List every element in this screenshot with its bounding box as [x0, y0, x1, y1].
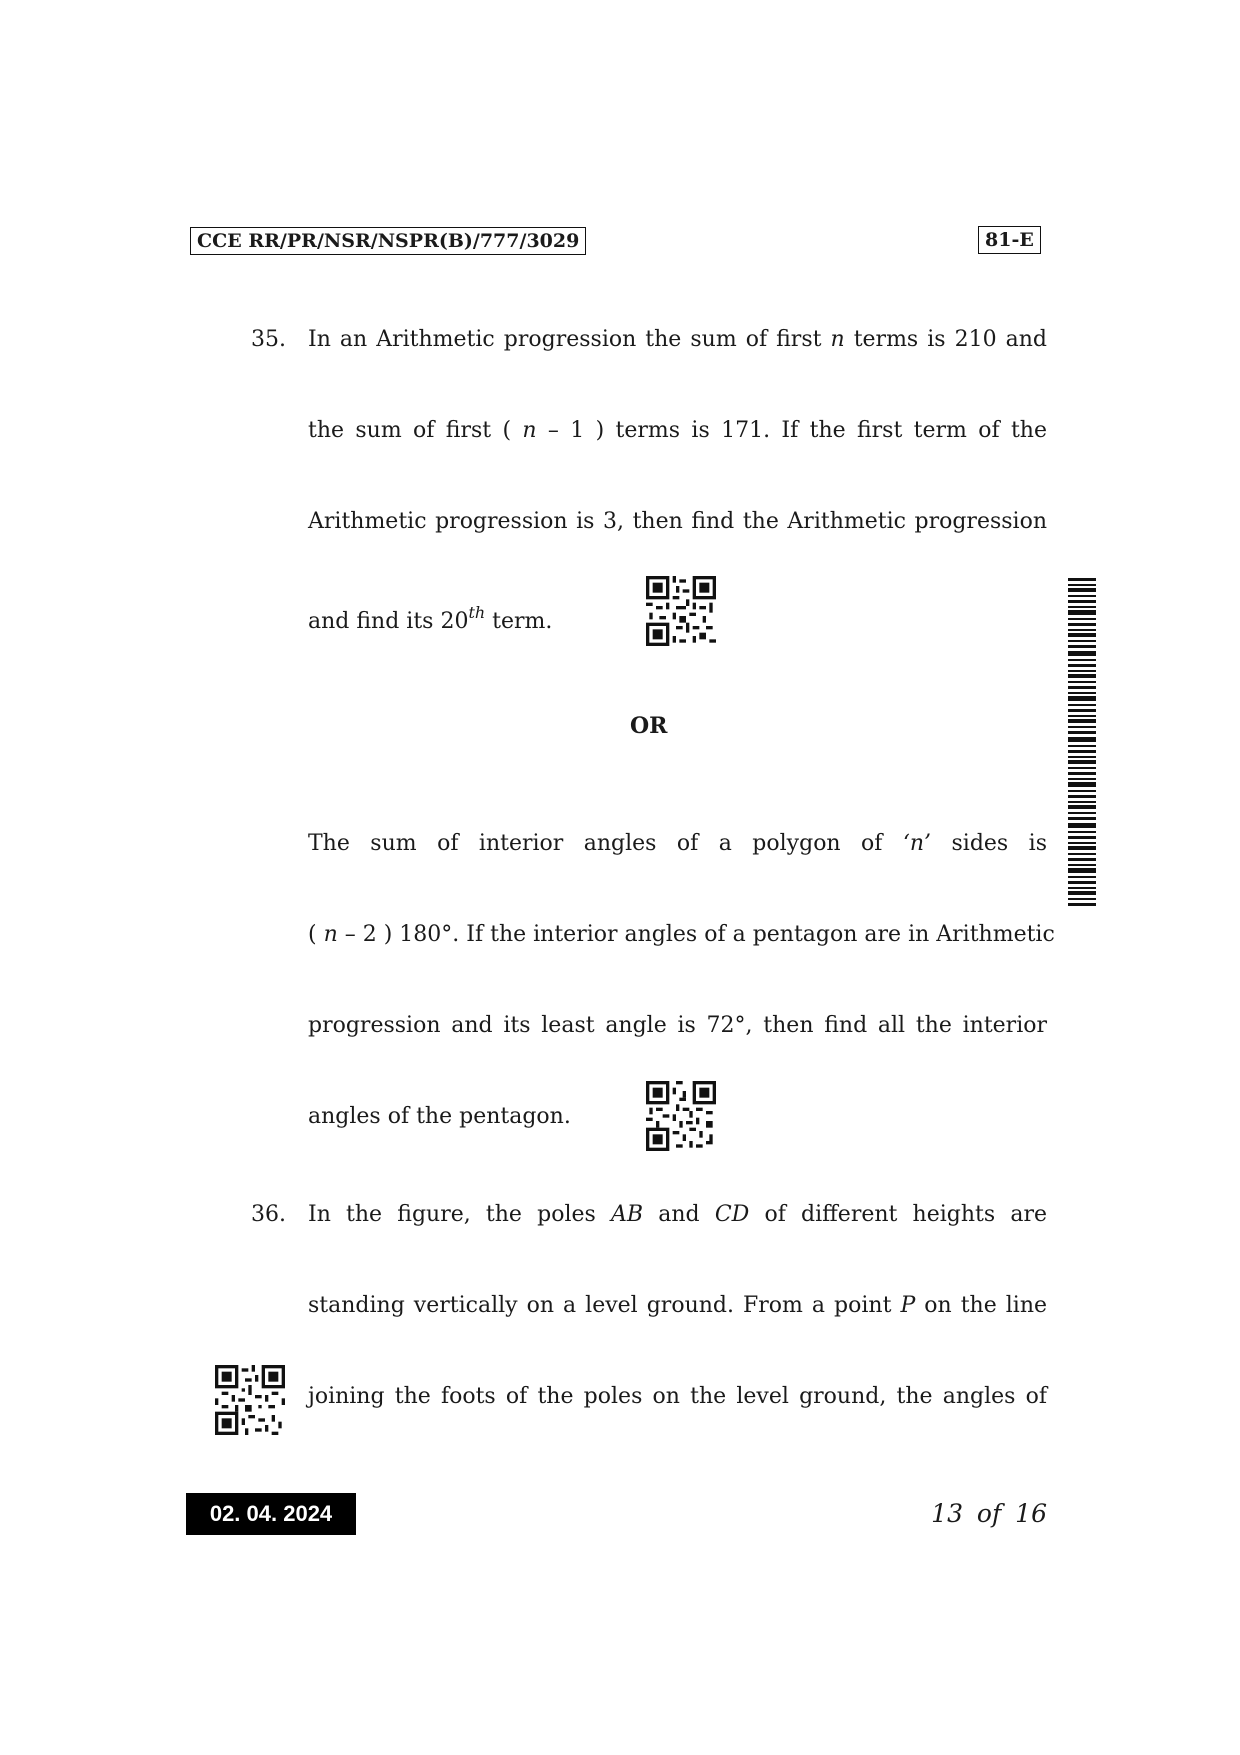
page-number: 13 of 16 — [931, 1499, 1047, 1528]
barcode-icon — [1068, 578, 1096, 908]
qr-code-icon — [646, 1080, 716, 1152]
q35-alt-line-3: progression and its least angle is 72°, then find all the interior — [308, 1013, 1047, 1038]
question-36-number: 36. — [251, 1202, 286, 1227]
q35-line-3: Arithmetic progression is 3, then find the Arithmetic progression — [308, 509, 1047, 534]
q35-alt-line-4: angles of the pentagon. — [308, 1104, 571, 1129]
q36-line-3: joining the foots of the poles on the level ground, the angles of — [308, 1384, 1047, 1409]
q35-line-4: and find its 20th term. — [308, 603, 553, 634]
qr-code-icon — [646, 575, 716, 647]
q35-line-2: the sum of first ( n – 1 ) terms is 171. If the first term of the — [308, 418, 1047, 443]
q36-line-2: standing vertically on a level ground. From a point P on the line — [308, 1293, 1048, 1318]
q35-line-1: In an Arithmetic progression the sum of first n terms is 210 and — [308, 327, 1047, 352]
q36-line-1: In the figure, the poles AB and CD of different heights are — [308, 1202, 1048, 1227]
paper-code-box: CCE RR/PR/NSR/NSPR(B)/777/3029 — [190, 227, 586, 255]
q35-alt-line-2: ( n – 2 ) 180°. If the interior angles of a pentagon are in Arithmetic — [308, 922, 1055, 947]
qr-code-icon — [215, 1364, 285, 1436]
q35-alt-line-1: The sum of interior angles of a polygon of ‘n’ sides is — [308, 831, 1047, 856]
subject-code-box: 81-E — [978, 226, 1041, 254]
or-divider: OR — [630, 713, 668, 739]
question-35-number: 35. — [251, 327, 286, 352]
exam-date-badge: 02. 04. 2024 — [186, 1493, 356, 1535]
